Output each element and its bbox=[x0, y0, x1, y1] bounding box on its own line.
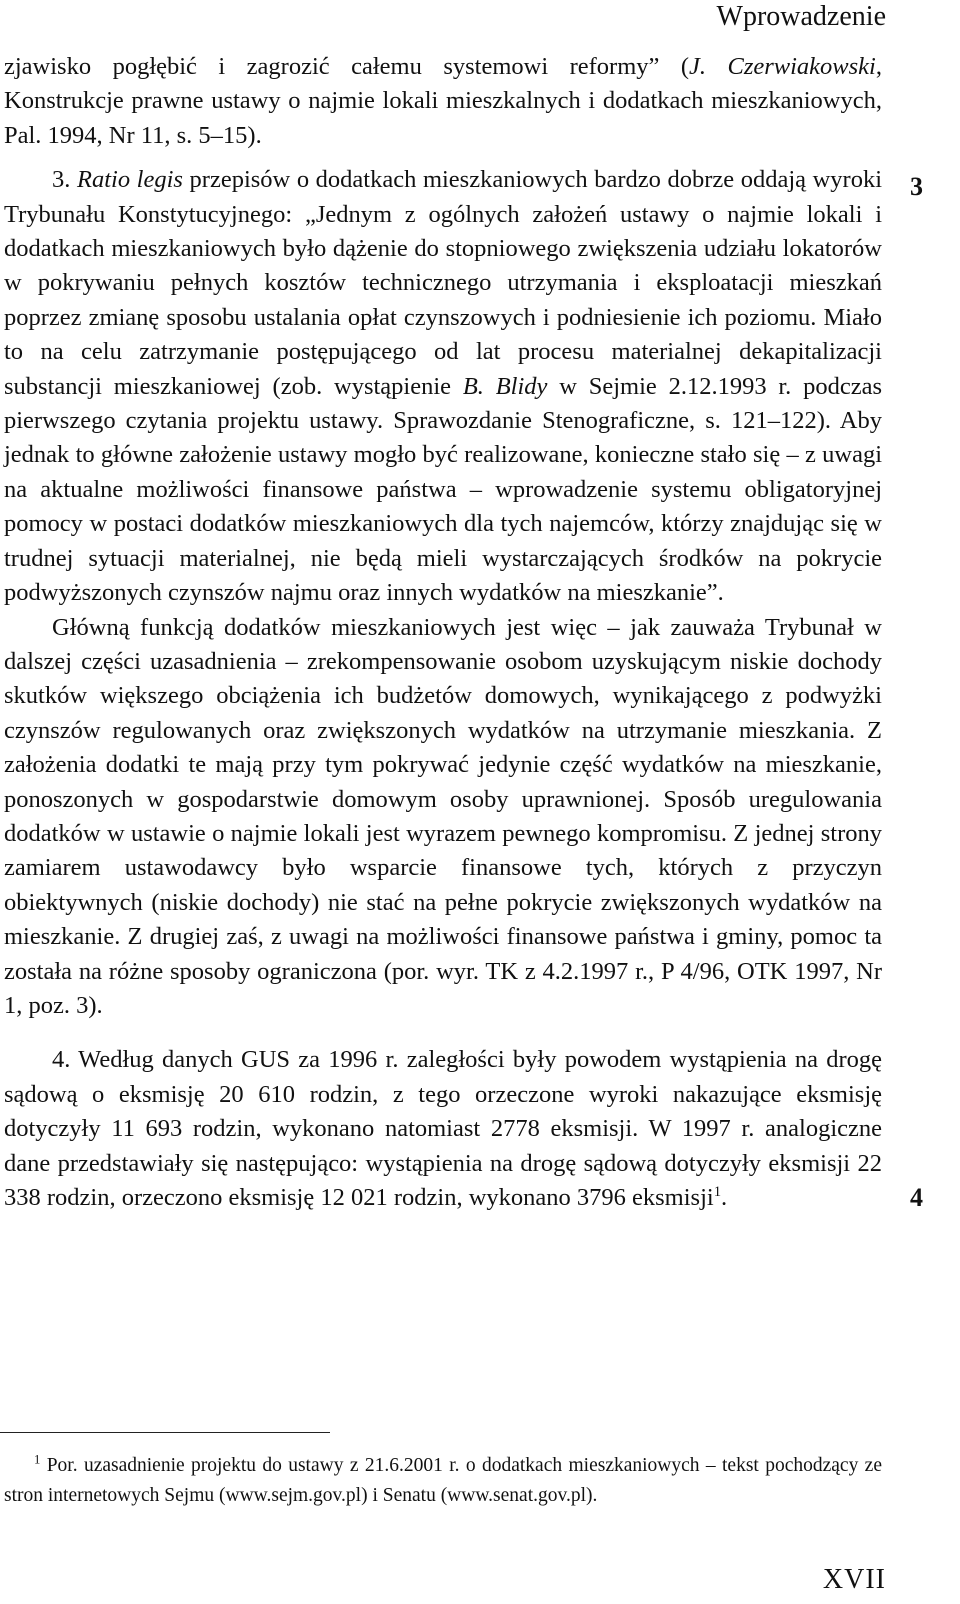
footnote-reference[interactable]: 1 bbox=[713, 1183, 722, 1200]
page-number: XVII bbox=[822, 1564, 886, 1595]
intro-text-end: , Konstrukcje prawne ustawy o najmie lokali mieszkalnych i dodatkach mieszkaniowych, Pal. 1994, Nr 11, s. 5–15). bbox=[4, 53, 882, 149]
running-header: Wprowadzenie bbox=[716, 1, 886, 32]
marginal-number-4: 4 bbox=[910, 1183, 923, 1212]
section-4-paragraph bbox=[4, 1043, 882, 1215]
ratio-legis-term: Ratio legis bbox=[76, 166, 183, 194]
footnote-text: Por. uzasadnienie projektu do ustawy z 21.6.2001 r. o dodatkach mieszkaniowych – tekst pochodzący ze stron internetowych Sejmu (www.sejm.gov.pl) i Senatu (www.senat.gov.pl). bbox=[4, 1455, 882, 1506]
intro-text: zjawisko pogłębić i zagrozić całemu systemowi reformy” ( bbox=[4, 53, 690, 80]
main-text bbox=[4, 50, 882, 1215]
footnote-separator bbox=[0, 1432, 330, 1433]
section-3-text: przepisów o dodatkach mieszkaniowych bardzo dobrze oddają wyroki Trybunału Konstytucyjnego: „Jednym z ogólnych założeń ustawy o najmie lokali i dodatkach mieszkaniowych było dążenie do stopniowego zwiększenia udziału lokatorów w pokrywaniu pełnych kosztów technicznego utrzymania i eksploatacji mieszkań poprzez zmianę sposobu ustalania opłat czynszowych i podniesienie ich poziomu. Miało to na celu zatrzymanie postępującego od lat procesu materialnej dekapitalizacji substancji mieszkaniowej (zob. wystąpienie bbox=[4, 166, 883, 400]
section-4-end: . bbox=[721, 1184, 728, 1211]
section-3-paragraph-2: Główną funkcją dodatków mieszkaniowych jest więc – jak zauważa Trybunał w dalszej części uzasadnienia – zrekompensowanie osobom uzyskującym niskie dochody skutków większego obciążenia ich budżetów domowych, wynikającego z podwyżki czynszów regulowanych oraz zwiększonych wydatków na utrzymanie mieszkania. Z założenia dodatki te mają przy tym pokrywać jedynie część wydatków na mieszkanie, ponoszonych w gospodarstwie domowym osoby uprawnionej. Sposób uregulowania dodatków w ustawie o najmie lokali jest wyrazem pewnego kompromisu. Z jednej strony zamiarem ustawodawcy było wsparcie finansowe tych, których z przyczyn obiektywnych (niskie dochody) nie stać na pełne pokrycie zwiększonych wydatków na mieszkanie. Z drugiej zaś, z uwagi na możliwości finansowe państwa i gminy, pomoc ta została na różne sposoby ograniczona (por. wyr. TK z 4.2.1997 r., P 4/96, OTK 1997, Nr 1, poz. 3). bbox=[4, 613, 882, 1019]
intro-author: J. Czerwiakowski bbox=[689, 53, 876, 80]
intro-paragraph bbox=[4, 50, 882, 153]
footnote-number: 1 bbox=[34, 1452, 41, 1467]
section-3-paragraph bbox=[4, 163, 882, 610]
section-4-text: 4. Według danych GUS za 1996 r. zaległości były powodem wystąpienia na drogę sądową o eksmisję 20 610 rodzin, z tego orzeczone wyroki nakazujące eksmisję dotyczyły 11 693 rodzin, wykonano natomiast 2778 eksmisji. W 1997 r. analogiczne dane przedstawiały się następująco: wystąpienia na drogę sądową dotyczyły eksmisji 22 338 rodzin, orzeczono eksmisję 12 021 rodzin, wykonano 3796 eksmisji bbox=[4, 1046, 882, 1211]
section-3-text-end: w Sejmie 2.12.1993 r. podczas pierwszego czytania projektu ustawy. Sprawozdanie Stenograficzne, s. 121–122). Aby jednak to główne założenie ustawy mogło być realizowane, konieczne stało się – z uwagi na aktualne możliwości finansowe państwa – wprowadzenie systemu obligatoryjnej pomocy w postaci dodatków mieszkaniowych dla tych najemców, którzy znajdując się w trudnej sytuacji materialnej, nie będą mieli wystarczających środków na pokrycie podwyższonych czynszów najmu oraz innych wydatków na mieszkanie”. bbox=[4, 372, 883, 607]
cited-person: B. Blidy bbox=[462, 372, 548, 400]
marginal-number-3: 3 bbox=[910, 172, 923, 201]
section-3-number: 3. bbox=[52, 166, 71, 194]
footnote bbox=[4, 1451, 882, 1511]
